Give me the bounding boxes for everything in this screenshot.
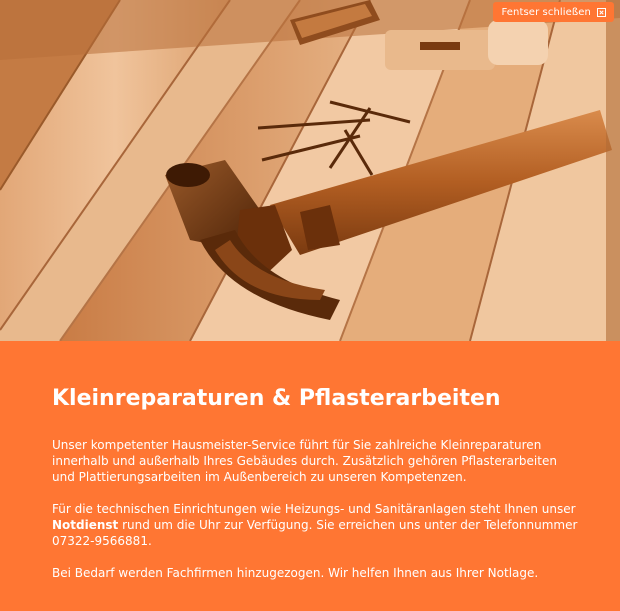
page-title: Kleinreparaturen & Pflasterarbeiten <box>52 386 501 411</box>
paragraph-services: Unser kompetenter Hausmeister-Service führt für Sie zahlreiche Kleinreparaturen innerhalb und außerhalb Ihres Gebäudes durch. Zusätzlich gehören Pflasterarbeiten und Plattierungsarbeiten im Außenbereich zu unseren Kompetenzen. <box>52 438 557 484</box>
content-section <box>52 384 582 597</box>
paragraph-emergency-text-2: rund um die Uhr zur Verfügung. Sie erreichen uns unter der Telefonnummer 07322-9566881. <box>52 518 578 548</box>
paragraph-emergency <box>52 501 582 549</box>
paragraph-emergency-text-1: Für die technischen Einrichtungen wie Heizungs- und Sanitäranlagen steht Ihnen unser <box>52 502 576 516</box>
paragraph-specialists: Bei Bedarf werden Fachfirmen hinzugezogen. Wir helfen Ihnen aus Ihrer Notlage. <box>52 566 539 580</box>
close-window-label: Fentser schließen <box>501 6 591 18</box>
close-box-icon <box>597 8 606 17</box>
emergency-service-label: Notdienst <box>52 518 119 532</box>
close-window-button[interactable] <box>493 2 614 22</box>
